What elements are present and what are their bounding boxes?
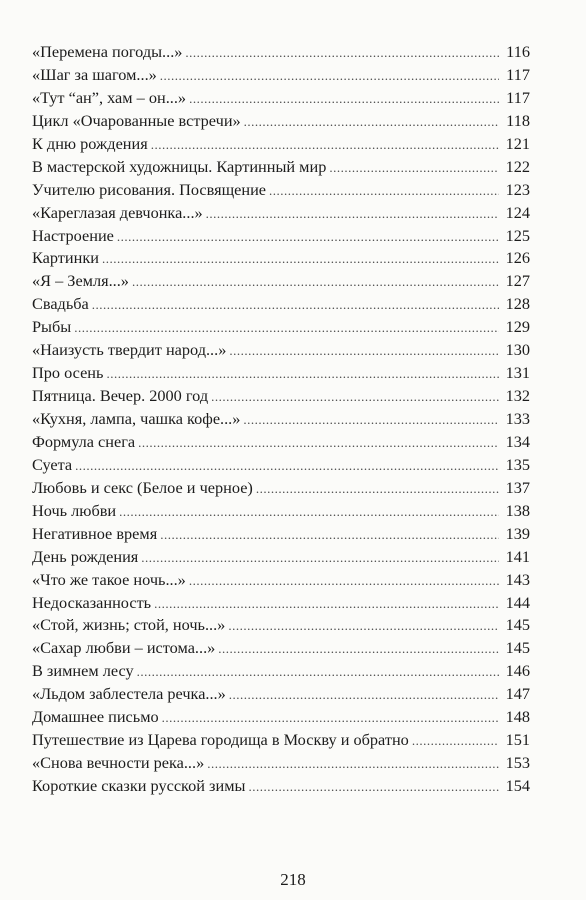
toc-entry-title: «Льдом заблестела речка...» — [32, 684, 226, 704]
toc-entry-page: 122 — [505, 156, 530, 176]
toc-entry-page: 138 — [505, 500, 530, 520]
toc-entry-page: 154 — [505, 776, 530, 795]
toc-entry-title: Картинки — [32, 248, 99, 268]
toc-entry-page: 133 — [505, 409, 530, 428]
toc-entry-page: 131 — [505, 363, 530, 383]
dot-leader — [244, 111, 499, 134]
dot-leader — [218, 638, 499, 661]
toc-entry — [32, 202, 530, 225]
dot-leader — [160, 524, 499, 547]
toc-entry-page: 145 — [505, 638, 530, 658]
dot-leader — [229, 340, 499, 363]
dot-leader — [206, 203, 499, 226]
toc-entry-page: 148 — [505, 707, 530, 727]
toc-entry-page: 128 — [505, 294, 530, 314]
toc-entry — [32, 592, 530, 615]
toc-entry-title: Ночь любви — [32, 500, 117, 520]
toc-entry-title: В мастерской художницы. Картинный мир — [32, 156, 327, 176]
toc-entry — [32, 179, 530, 202]
toc-entry — [32, 270, 530, 293]
dot-leader — [329, 157, 499, 180]
dot-leader — [185, 42, 499, 65]
toc-entry-page: 132 — [505, 386, 530, 406]
dot-leader — [228, 615, 499, 638]
toc-entry — [32, 431, 530, 454]
dot-leader — [160, 65, 499, 88]
toc-entry-page: 147 — [505, 684, 530, 704]
toc-entry-title: «Я – Земля...» — [32, 271, 129, 291]
toc-entry-title: Негативное время — [32, 523, 158, 543]
toc-entry — [32, 41, 530, 64]
toc-entry — [32, 87, 530, 110]
toc-entry — [32, 408, 530, 431]
toc-entry — [32, 500, 530, 523]
dot-leader — [138, 432, 499, 455]
toc-entry-title: Недосказанность — [32, 592, 152, 612]
toc-entry — [32, 385, 530, 408]
toc-entry-page: 135 — [505, 454, 530, 474]
toc-entry-page: 126 — [505, 248, 530, 268]
toc-entry-page: 125 — [505, 225, 530, 245]
page-number: 218 — [280, 870, 306, 889]
dot-leader — [141, 547, 499, 570]
toc-entry-page: 153 — [505, 753, 530, 773]
toc-entry-title: «Наизусть твердит народ...» — [32, 340, 227, 360]
dot-leader — [189, 570, 499, 593]
dot-leader — [256, 478, 499, 501]
dot-leader — [75, 455, 499, 478]
dot-leader — [207, 753, 499, 776]
dot-leader — [151, 134, 499, 157]
toc-entry-title: Рыбы — [32, 317, 72, 337]
toc-entry — [32, 775, 530, 798]
toc-entry-title: «Снова вечности река...» — [32, 753, 205, 773]
toc-entry-page: 121 — [505, 133, 530, 153]
toc-entry-page: 134 — [505, 431, 530, 451]
toc-entry — [32, 454, 530, 477]
toc-entry — [32, 569, 530, 592]
toc-entry — [32, 293, 530, 316]
table-of-contents — [32, 41, 530, 798]
toc-entry-page: 141 — [505, 546, 530, 566]
toc-entry-title: Свадьба — [32, 294, 89, 314]
toc-entry-page: 146 — [505, 661, 530, 681]
toc-entry-page: 118 — [506, 110, 530, 130]
toc-entry-title: Любовь и секс (Белое и черное) — [32, 477, 253, 497]
toc-entry — [32, 729, 530, 752]
toc-entry — [32, 683, 530, 706]
toc-entry-title: «Сахар любви – истома...» — [32, 638, 216, 658]
toc-entry-title: «Что же такое ночь...» — [32, 569, 186, 589]
toc-entry — [32, 523, 530, 546]
dot-leader — [412, 730, 499, 753]
dot-leader — [137, 661, 499, 684]
toc-entry-title: Домашнее письмо — [32, 707, 159, 727]
toc-entry-page: 144 — [505, 592, 530, 612]
toc-entry-page: 137 — [505, 477, 530, 497]
toc-entry-title: «Кухня, лампа, чашка кофе...» — [32, 409, 241, 428]
dot-leader — [189, 88, 499, 111]
dot-leader — [92, 294, 499, 317]
dot-leader — [243, 409, 499, 432]
dot-leader — [102, 248, 499, 271]
dot-leader — [106, 363, 499, 386]
toc-entry-title: «Кареглазая девчонка...» — [32, 202, 203, 222]
toc-entry — [32, 339, 530, 362]
toc-entry-page: 143 — [505, 569, 530, 589]
toc-entry-title: «Шаг за шагом...» — [32, 64, 157, 84]
toc-entry-title: Суета — [32, 454, 73, 474]
toc-entry — [32, 133, 530, 156]
toc-entry — [32, 64, 530, 87]
dot-leader — [162, 707, 499, 730]
dot-leader — [119, 501, 499, 524]
toc-entry-title: Короткие сказки русской зимы — [32, 776, 246, 795]
toc-entry-title: Путешествие из Царева городища в Москву и обратно — [32, 730, 409, 750]
toc-entry-page: 123 — [505, 179, 530, 199]
toc-entry-title: К дню рождения — [32, 133, 148, 153]
toc-entry — [32, 637, 530, 660]
toc-entry-title: Цикл «Очарованные встречи» — [32, 110, 241, 130]
toc-entry-title: Формула снега — [32, 431, 136, 451]
toc-entry — [32, 546, 530, 569]
toc-entry-title: Пятница. Вечер. 2000 год — [32, 386, 209, 406]
toc-entry-title: «Тут “ан”, хам – он...» — [32, 87, 187, 107]
toc-entry-page: 145 — [505, 615, 530, 635]
toc-entry-page: 124 — [505, 202, 530, 222]
toc-entry — [32, 752, 530, 775]
dot-leader — [211, 386, 499, 409]
dot-leader — [229, 684, 499, 707]
toc-entry-page: 151 — [505, 730, 530, 750]
toc-entry-title: «Стой, жизнь; стой, ночь...» — [32, 615, 226, 635]
toc-entry-title: «Перемена погоды...» — [32, 42, 183, 61]
dot-leader — [248, 776, 499, 799]
toc-entry-page: 117 — [506, 87, 530, 107]
dot-leader — [269, 180, 499, 203]
toc-entry-page: 130 — [505, 340, 530, 360]
toc-entry — [32, 247, 530, 270]
toc-entry — [32, 660, 530, 683]
toc-entry — [32, 156, 530, 179]
toc-entry-page: 116 — [506, 42, 530, 61]
dot-leader — [74, 317, 499, 340]
dot-leader — [132, 271, 499, 294]
toc-entry — [32, 706, 530, 729]
toc-entry-page: 139 — [505, 523, 530, 543]
toc-entry — [32, 316, 530, 339]
toc-entry-title: Учителю рисования. Посвящение — [32, 179, 267, 199]
toc-entry — [32, 614, 530, 637]
dot-leader — [154, 593, 499, 616]
toc-entry — [32, 110, 530, 133]
toc-entry — [32, 477, 530, 500]
dot-leader — [117, 226, 499, 249]
toc-entry-title: Про осень — [32, 363, 104, 383]
toc-entry-title: День рождения — [32, 546, 139, 566]
toc-entry-page: 127 — [505, 271, 530, 291]
toc-entry-page: 129 — [505, 317, 530, 337]
toc-entry — [32, 225, 530, 248]
toc-entry-page: 117 — [506, 64, 530, 84]
toc-entry — [32, 362, 530, 385]
toc-entry-title: Настроение — [32, 225, 114, 245]
toc-entry-title: В зимнем лесу — [32, 661, 134, 681]
